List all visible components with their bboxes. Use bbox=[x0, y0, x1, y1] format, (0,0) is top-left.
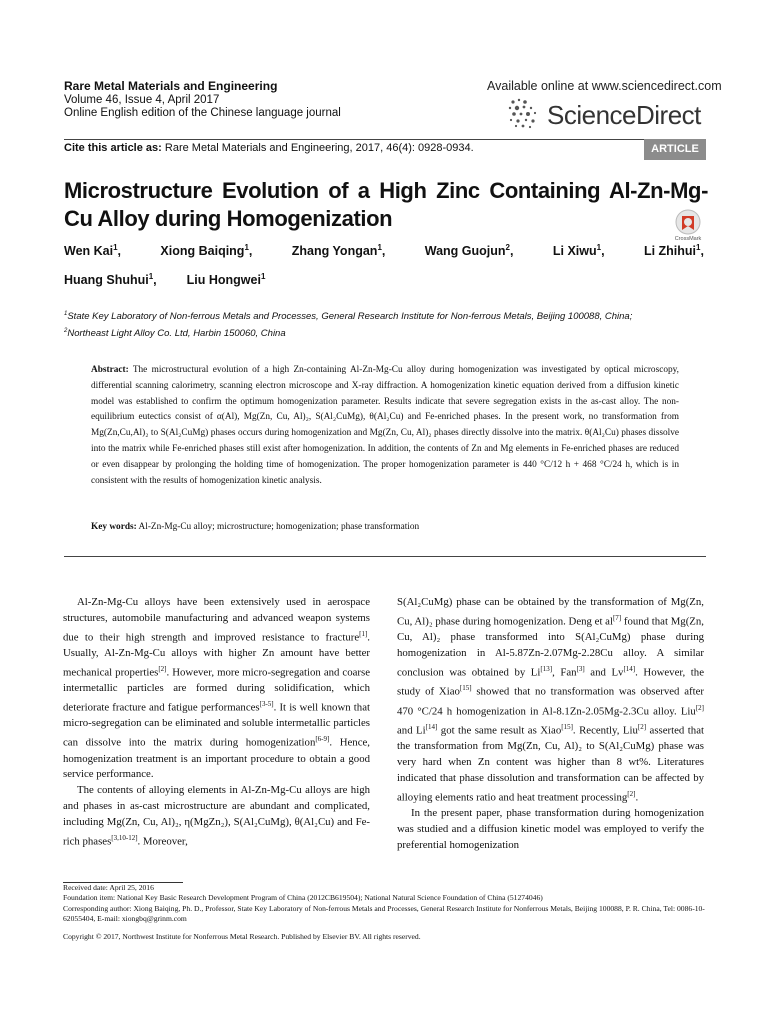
sciencedirect-logo[interactable]: ScienceDirect bbox=[547, 100, 701, 130]
sciencedirect-available-text[interactable]: Available online at www.sciencedirect.com bbox=[487, 79, 722, 93]
citation-ref[interactable]: [3] bbox=[576, 664, 585, 673]
keywords-label: Key words: bbox=[91, 522, 137, 532]
abstract-rule bbox=[64, 556, 706, 557]
abstract-label: Abstract: bbox=[91, 365, 129, 375]
citation-ref[interactable]: [2] bbox=[695, 703, 704, 712]
citation-ref[interactable]: [6-9] bbox=[315, 735, 330, 744]
citation-ref[interactable]: [7] bbox=[612, 613, 622, 622]
citation-ref[interactable]: [2] bbox=[637, 722, 647, 731]
author: Huang Shuhui$^1$, bbox=[64, 272, 157, 288]
author: Wang Guojun$^2$, bbox=[424, 243, 514, 259]
affiliation: $^2$Northeast Light Alloy Co. Ltd, Harbin 150060, China bbox=[64, 328, 286, 340]
citation-ref[interactable]: [3-5] bbox=[259, 699, 274, 708]
author-list-row-1 bbox=[64, 243, 704, 258]
article-badge: ARTICLE bbox=[644, 139, 706, 160]
body-paragraph: S(Al₂CuMg) phase can be obtained by the transformation of Mg(Zn, Cu, Al)₂ phase during homogenization. Deng et al[7] found that Mg(Zn, Cu, Al)₂ phase transformed into S(Al₂CuMg) phase during homogenization in Al-5.87Zn-2.07Mg-2.28Cu alloy. A similar conclusion was obtained by Li[13], Fan[3] and Lv[14]. However, the study of Xiao[15] showed that no transformation was observed after 470 °C/24 h homogenization in Al-8.1Zn-2.05Mg-2.3Cu alloy. Liu[2] and Li[14] got the same result as Xiao[15]. Recently, Liu[2] asserted that the transformation from Mg(Zn, Cu, Al)₂ to S(Al₂CuMg) phase was very hard when Zn content was higher than 8 wt%. Literatures indicated that phase dissolution and transformation can be affected by alloying elements ratio and heat treatment processing[2]. bbox=[397, 596, 704, 804]
cite-line bbox=[64, 142, 474, 154]
abstract bbox=[91, 363, 679, 489]
author: Zhang Yongan$^1$, bbox=[291, 243, 386, 259]
citation-ref[interactable]: [1] bbox=[359, 629, 368, 638]
body-paragraph: Al-Zn-Mg-Cu alloys have been extensively used in aerospace structures, automobile manufacturing and advanced weapon systems due to their high strength and improved resistance to fracture[1]. Usually, Al-Zn-Mg-Cu alloys with higher Zn amount have better mechanical properties[2]. However, more micro-segregation and coarse intermetallic particles are formed during solidification, which deteriorate fracture and fatigue performances[3-5]. It is well known that micro-segregation can be eliminated and soluble intermetallic particles can dissolve into the matrix during homogenization[6-9]. Hence, homogenization treatment is an important procedure to obtain a good service performance. bbox=[63, 596, 370, 781]
footnote-foundation: Foundation item: National Key Basic Research Development Program of China (2012CB619504); National Natural Science Foundation of China (51274046) bbox=[63, 893, 543, 903]
journal-volume: Volume 46, Issue 4, April 2017 bbox=[64, 93, 220, 106]
keywords bbox=[91, 522, 679, 532]
author: Wen Kai$^1$, bbox=[64, 243, 122, 259]
body-column-right bbox=[397, 595, 704, 854]
footnote-corresponding: Corresponding author: Xiong Baiqing, Ph. D., Professor, State Key Laboratory of Non-ferrous Metals and Processes, General Research Institute for Nonferrous Metals, Beijing 100088, P. R. China, Tel: 0086-10-62055404, E-mail: xiongbq@grinm.com bbox=[63, 903, 705, 924]
author: Li Zhihui$^1$, bbox=[643, 243, 704, 259]
journal-name: Rare Metal Materials and Engineering bbox=[64, 79, 278, 93]
sciencedirect-dots-icon bbox=[505, 96, 545, 130]
crossmark-label: CrossMark bbox=[674, 236, 702, 242]
journal-edition: Online English edition of the Chinese language journal bbox=[64, 107, 341, 119]
citation-ref[interactable]: [3,10-12] bbox=[111, 833, 138, 842]
cite-label: Cite this article as: bbox=[64, 142, 162, 154]
citation-ref[interactable]: [2] bbox=[627, 789, 636, 798]
journal-header bbox=[64, 80, 341, 121]
author-list-row-2 bbox=[64, 272, 704, 287]
citation-ref[interactable]: [14] bbox=[623, 664, 636, 673]
cite-text: Rare Metal Materials and Engineering, 2017, 46(4): 0928-0934. bbox=[161, 142, 474, 154]
body-paragraph: The contents of alloying elements in Al-Zn-Mg-Cu alloys are high and phases in as-cast microstructure are abundant and complicated, including Mg(Zn, Cu, Al)₂, η(MgZn₂), S(Al₂CuMg), θ(Al₂Cu) and Fe-rich phases[3,10-12]. Moreover, bbox=[63, 784, 370, 848]
citation-ref[interactable]: [15] bbox=[459, 684, 472, 693]
citation-ref[interactable]: [14] bbox=[425, 722, 438, 731]
abstract-text: The microstructural evolution of a high Zn-containing Al-Zn-Mg-Cu alloy during homogenization was investigated by optical microscopy, differential scanning calorimetry, scanning electron microscope and X-ray diffraction. A homogenization kinetic equation derived from a diffusion kinetic model was established to confirm the optimum homogenization parameter. Results indicate that severe segregation exists in the as-cast alloy. The non-equilibrium eutectics consist of α(Al), Mg(Zn, Cu, Al)₂, S(Al₂CuMg), θ(Al₂Cu) and Fe-enriched phases. In the present work, no transformation from Mg(Zn,Cu,Al)₂ to S(Al₂CuMg) phases occurs during homogenization and Mg(Zn, Cu, Al)₂ phases directly dissolve into the matrix. θ(Al₂Cu) phases dissolve into the matrix while Fe-enriched phases still exist after homogenization. In addition, the contents of Zn and Mg elements in Fe-enriched phases are reduced or even disappear by prolonging the holding time of homogenization. The proper homogenization parameter is 440 °C/12 h + 468 °C/24 h, which is in consistent with the results of homogenization kinetic analysis. bbox=[91, 365, 679, 486]
footnote-received: Received date: April 25, 2016 bbox=[63, 883, 154, 892]
copyright: Copyright © 2017, Northwest Institute for Nonferrous Metal Research. Published by Elsevier BV. All rights reserved. bbox=[63, 932, 421, 941]
header-rule bbox=[64, 139, 706, 140]
keywords-text: Al-Zn-Mg-Cu alloy; microstructure; homogenization; phase transformation bbox=[136, 522, 420, 532]
citation-ref[interactable]: [13] bbox=[540, 664, 553, 673]
footnotes bbox=[63, 883, 707, 925]
author: Liu Hongwei$^1$ bbox=[186, 272, 266, 288]
affiliation: $^1$State Key Laboratory of Non-ferrous Metals and Processes, General Research Institute for Non-ferrous Metals, Beijing 100088, China; bbox=[64, 311, 633, 323]
author: Li Xiwu$^1$, bbox=[552, 243, 605, 259]
body-paragraph: In the present paper, phase transformation during homogenization was studied and a diffusion kinetic model was employed to verify the preferential homogenization bbox=[397, 807, 704, 851]
author: Xiong Baiqing$^1$, bbox=[160, 243, 253, 259]
citation-ref[interactable]: [15] bbox=[561, 722, 573, 731]
body-column-left bbox=[63, 595, 370, 850]
citation-ref[interactable]: [2] bbox=[158, 664, 167, 673]
paper-title: Microstructure Evolution of a High Zinc Containing Al-Zn-Mg-Cu Alloy during Homogenization bbox=[64, 178, 708, 231]
affiliations bbox=[64, 307, 632, 341]
